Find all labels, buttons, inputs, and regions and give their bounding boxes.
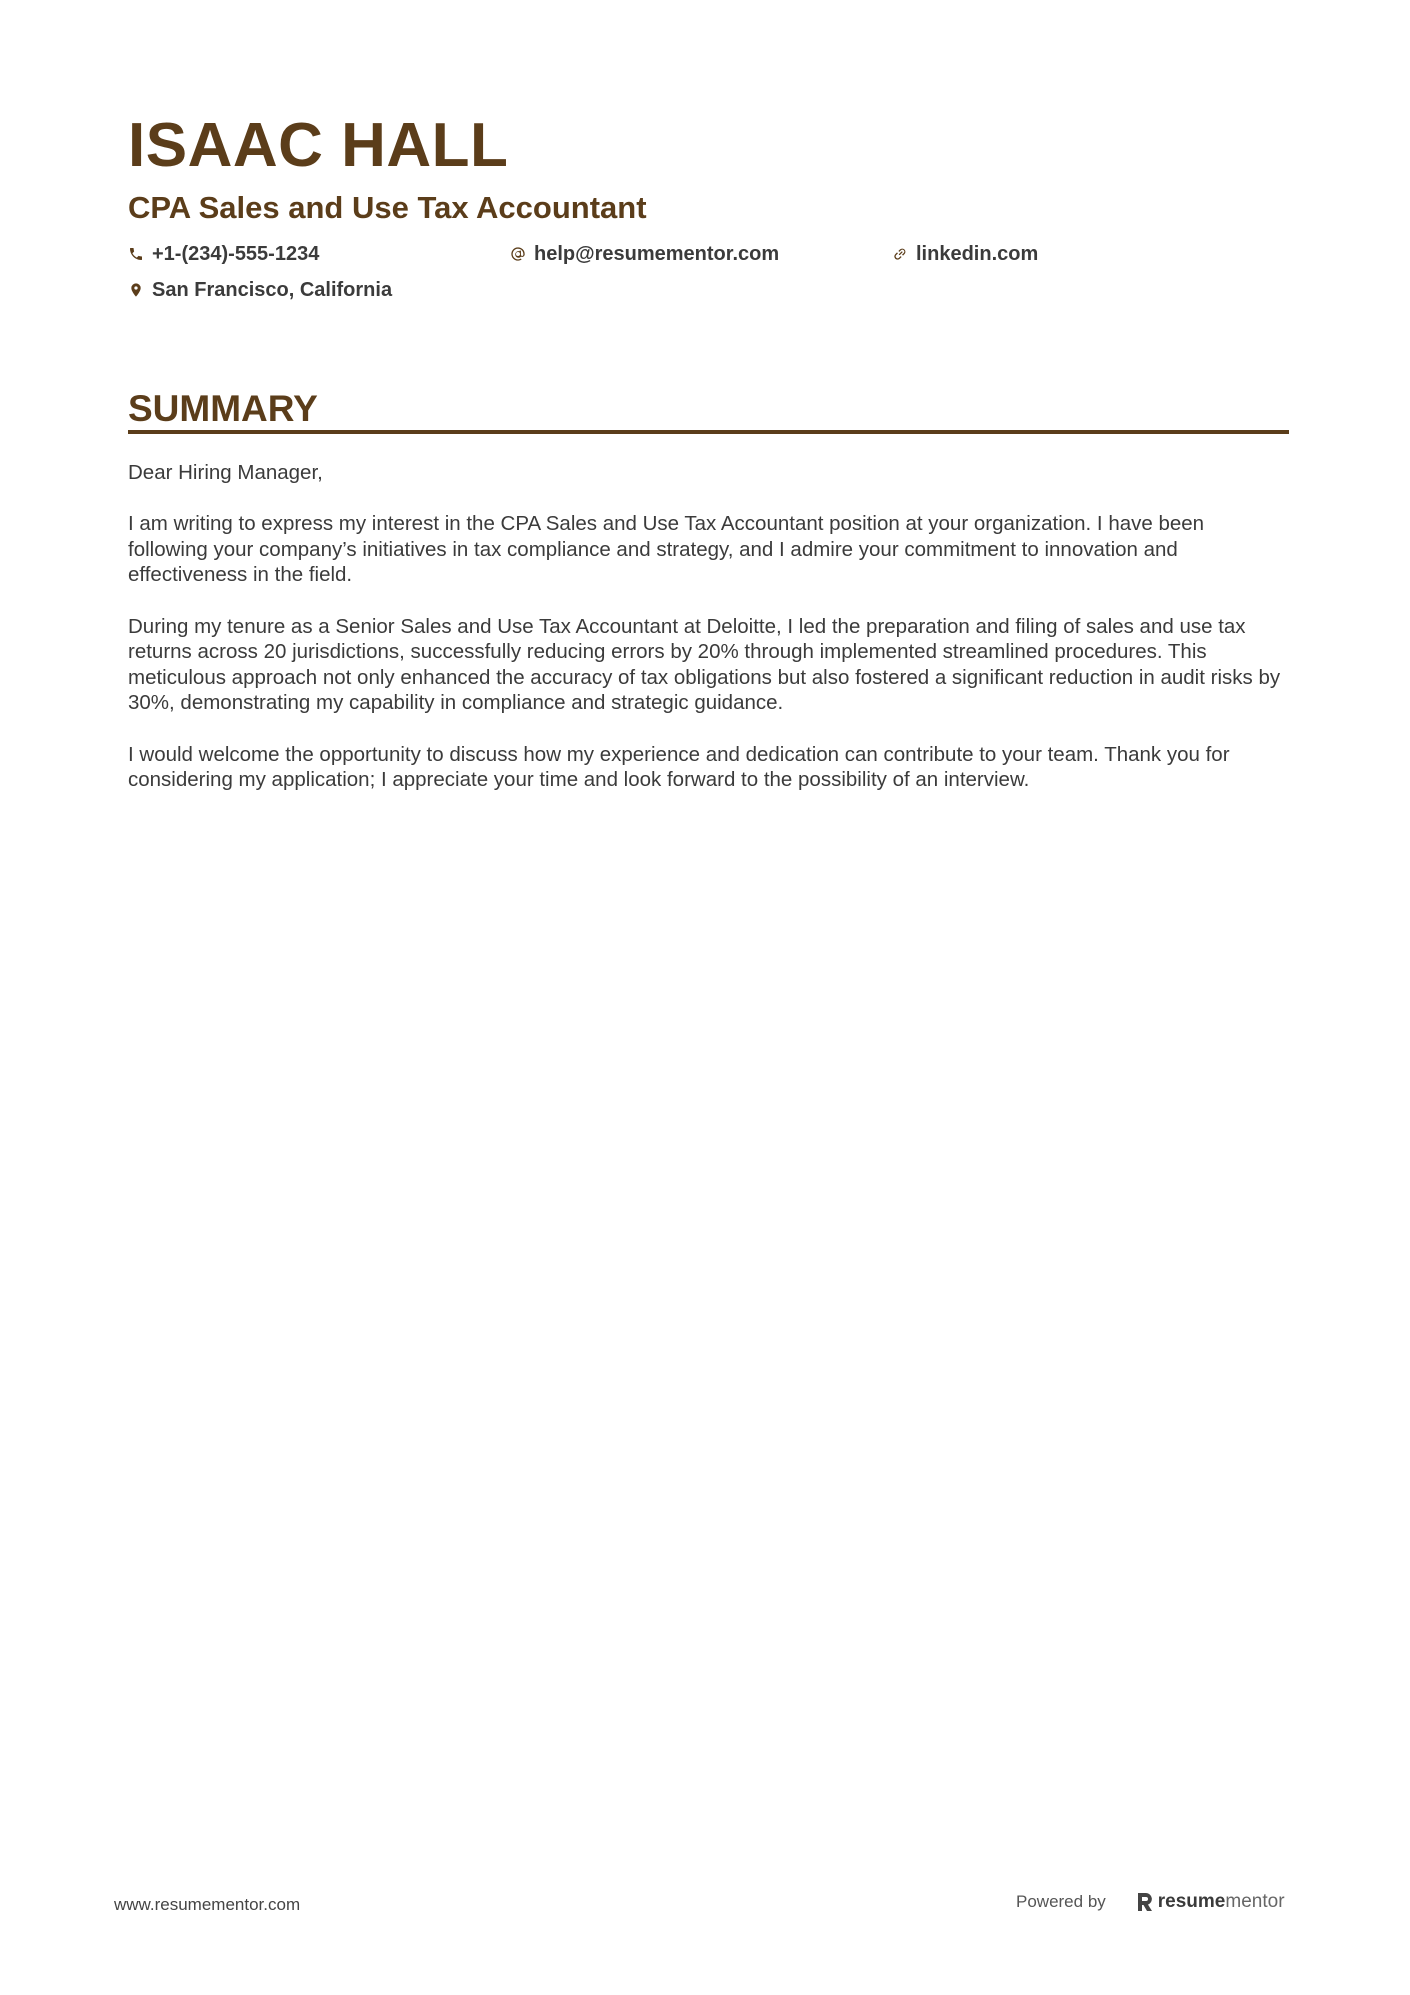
contact-link-text: linkedin.com	[916, 243, 1039, 265]
candidate-name: ISAAC HALL	[128, 111, 509, 180]
footer-branding	[1016, 1890, 1285, 1914]
letter-paragraph: I would welcome the opportunity to discuss how my experience and dedication can contribute to your team. Thank you for considering my application; I appreciate your time and look forward to the possibility of an interview.	[128, 742, 1230, 792]
resumementor-logo-icon	[1136, 1892, 1154, 1912]
brand-name-light: mentor	[1225, 1891, 1285, 1912]
contact-location-text: San Francisco, California	[152, 279, 393, 301]
section-divider	[128, 430, 1289, 434]
at-sign-icon	[510, 246, 526, 262]
brand-name-bold: resume	[1157, 1891, 1226, 1912]
contact-phone[interactable]	[128, 240, 319, 268]
section-heading-summary: SUMMARY	[128, 388, 318, 429]
contact-phone-text: +1-(234)-555-1234	[152, 243, 320, 265]
letter-paragraph: I am writing to express my interest in the CPA Sales and Use Tax Accountant position at your organization. I have been following your company’s initiatives in tax compliance and strategy, and I admire your commitment to innovation and effectiveness in the field.	[128, 512, 1205, 587]
link-icon	[892, 246, 908, 262]
contact-email[interactable]	[510, 240, 779, 268]
brand-logo[interactable]	[1136, 1890, 1285, 1914]
powered-by-label: Powered by	[1016, 1892, 1106, 1911]
job-title: CPA Sales and Use Tax Accountant	[128, 190, 647, 225]
contact-location	[128, 276, 392, 304]
footer-website[interactable]: www.resumementor.com	[114, 1895, 301, 1914]
letter-paragraph: During my tenure as a Senior Sales and Use Tax Accountant at Deloitte, I led the preparation and filing of sales and use tax returns across 20 jurisdictions, successfully reducing errors by 20% through implemented streamlined procedures. This meticulous approach not only enhanced the accuracy of tax obligations but also fostered a significant reduction in audit risks by 30%, demonstrating my capability in compliance and strategic guidance.	[128, 614, 1281, 715]
letter-salutation: Dear Hiring Manager,	[128, 461, 323, 484]
contact-link[interactable]	[892, 240, 1038, 268]
phone-icon	[128, 246, 144, 262]
letter-body	[128, 460, 1288, 818]
map-pin-icon	[128, 282, 144, 298]
contact-email-text: help@resumementor.com	[534, 243, 780, 265]
